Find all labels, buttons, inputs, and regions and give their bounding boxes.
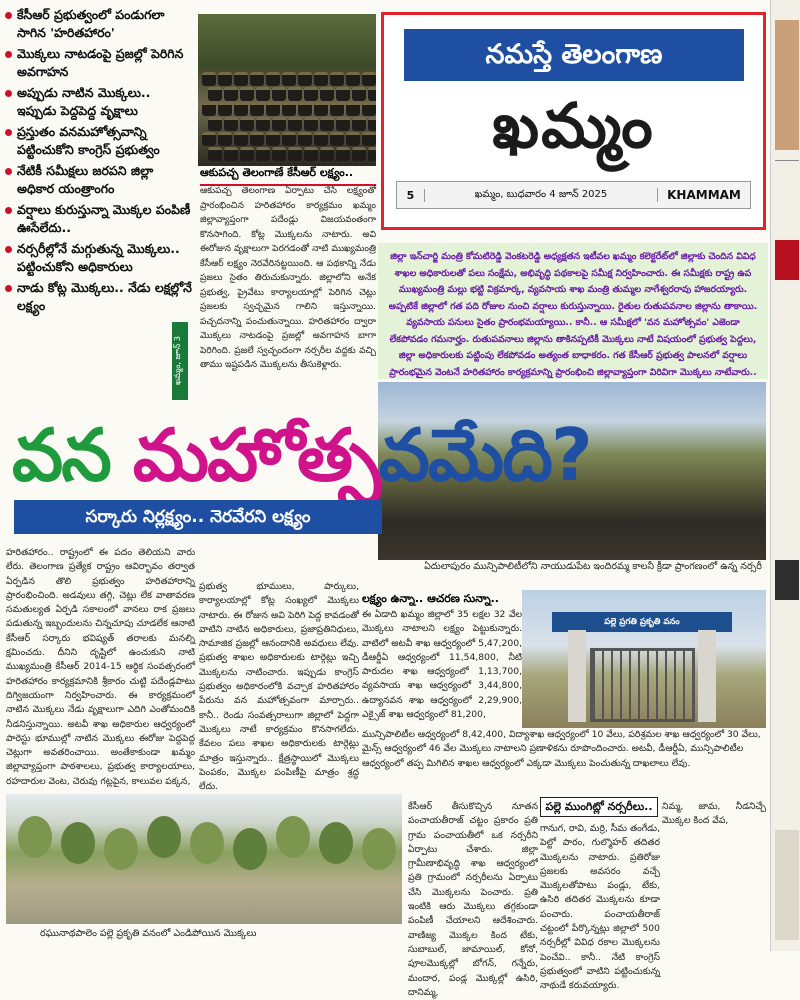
nursery-bag — [304, 147, 318, 161]
nursery-bag — [362, 72, 376, 86]
body-column-4: గానుగ, రావి, మర్రి, సీమ తంగేడు, పెల్టో పారం, గుల్మొహర్ తదితర మొక్కలను నాటారు. ప్రతిరోజు ప్రజలకు అవసరం వచ్చే మొక్కలతోపాటు పండ్లు, టేకు, ఉసిరి తదితర మొక్కలను కూడా పంచారు. పంచాయతీరాజ్ చట్టంలో పేర్కొన్నట్లు జిల్లాలో 500 నర్సరీల్లో వివిధ రకాల మొక్కలను పెంచేవి.. కానీ.. నేటి కాంగ్రెస్ ప్రభుత్వంలో వాటిని పట్టించుకున్న నాథుడే కరువయ్యారు. — [540, 823, 660, 992]
nursery-bag — [352, 117, 366, 131]
nursery-bag — [304, 117, 318, 131]
nursery-bag — [234, 132, 248, 146]
nursery-bag — [368, 117, 376, 131]
nursery-bag — [272, 117, 286, 131]
headline-part-3: వమేది? — [378, 413, 591, 497]
gate-door — [590, 648, 695, 722]
dateline-tag: ఖమ్మం, జూన్ 3 — [172, 322, 188, 400]
nursery-bag — [298, 72, 312, 86]
nursery-bag — [240, 147, 254, 161]
nursery-bag — [218, 132, 232, 146]
tree — [233, 828, 267, 870]
nursery-bag — [336, 87, 350, 101]
nursery-bag — [362, 132, 376, 146]
nursery-bag — [234, 102, 248, 116]
nursery-bag — [282, 72, 296, 86]
page-number: 5 — [397, 189, 425, 202]
nursery-bag — [282, 102, 296, 116]
body-column-2: ప్రభుత్వ భూములు, పార్కులు, కార్యాలయాల్లో కోట్ల సంఖ్యలో మొక్కలు నాటారు. ఈ రోజున అవి పెరిగి పెద్ద కావడంతో వాటిని నాటిన అధికారులు, ప్రజాప్రతినిధులు, సామాజిక ప్రజల్లో ఆనందానికి అవధులు లేవు. ప్రభుత్వ శాఖల అధికారులకు టార్గెట్లు ఇచ్చి మొక్కలను నాటించారు. ఇప్పుడు కాంగ్రెస్ ప్రభుత్వం అధికారంలోకి వచ్చాక హరితహారం పేరును వన మహోత్సవంగా మార్చారు.. కానీ.. రెండు సంవత్సరాలుగా జిల్లాలో పెద్దగా మొక్కలు నాటే కార్యక్రమం కొనసాగలేదు. కేవలం పలు శాఖల అధికారులకు టార్గెట్లు మాత్రం ఇస్తున్నారు.. క్షేత్రస్థాయిలో మొక్కలు పెంపకం, మొక్కల పంపిణీపై మాత్రం శ్రద్ధ లేదు. — [199, 581, 359, 793]
dried-plants-photo — [6, 794, 402, 924]
main-photo-caption: ఏదులాపురం మున్సిపాలిటీలోని నాయుడుపేట ఇందిరమ్మ కాలనీ క్రీడా ప్రాంగణంలో ఉన్న నర్సరీ — [424, 561, 762, 572]
nursery-bag — [272, 87, 286, 101]
nursery-bag — [304, 87, 318, 101]
nursery-bag — [218, 72, 232, 86]
nursery-bag — [234, 72, 248, 86]
nursery-bag — [202, 102, 216, 116]
nursery-bag — [224, 147, 238, 161]
adjacent-heading-block — [775, 240, 799, 280]
body-column-3: కేసీఆర్ తీసుకొచ్చిన నూతన పంచాయతీరాజ్ చట్టం ప్రకారం ప్రతి గ్రామ పంచాయతీలో ఒక నర్సరీని ఏర్పాటు చేశారు. జిల్లా గ్రామీణాభివృద్ధి శాఖ ఆధ్వర్యంలో ప్రతి గ్రామంలో నర్సరీలను ఏర్పాటు చేసి మొక్కలను పెంచారు. ప్రతి ఇంటికి ఆరు మొక్కలు తగ్గకుండా పంపిణీ చేయాలని ఆదేశించారు. వాణిజ్య మొక్కల కింద టేకు, సుబాబుల్, జామాయిల్, కోనో, పూలమొక్కల్లో బోగన్, గన్నేరు, మందార, పండ్ల మొక్కల్లో ఉసిరి, దానిమ్మ, — [408, 801, 538, 998]
target-box-heading: లక్ష్యం ఉన్నా.. ఆచరణ సున్నా.. — [362, 592, 499, 605]
gate-sign-board: పల్లె ప్రగతి ప్రకృతి వనం — [552, 612, 732, 632]
gate-pillar-left — [568, 630, 586, 722]
body-column-1: హరితహారం.. రాష్ట్రంలో ఈ పదం తెలియని వారు లేరు. తెలంగాణ ప్రత్యేక రాష్ట్రం ఆవిర్భావం తర్వాత ఏర్పడిన తొలి ప్రభుత్వం హరితహారాన్ని ప్రారంభించింది. అడవులు తగ్గి, చెట్లు లేక వాతావరణ సమతుల్యత ఏర్పడి సకాలంలో వానలు రాక ప్రజలు పడుతున్న ఇబ్బందులను చిన్నచూపు చూడలేక ఆనాటి కేసీఆర్ సర్కారు భవిష్యత్ తరాలకు మనల్ని క్షమించదు. దీనిని దృష్టిలో ఉంచుకుని నాటి ముఖ్యమంత్రి కేసీఆర్ 2014-15 ఆర్థిక సంవత్సరంలో హరితహారం కార్యక్రమానికి శ్రీకారం చుట్టి పదేండ్లపాటు దిగ్విజయంగా నిర్వహించారు. ఈ కార్యక్రమంలో నాటిన మొక్కలు నేడు వృక్షాలుగా ఎదిగి ఎంతోమందికి నీడనిస్తున్నాయి. అటవీ శాఖ అధికారుల ఆధ్వర్యంలో పారెస్టు భూముల్లో నాటిన మొక్కలు ఈరోజు పెద్దపెద్ద చెట్లుగా అవతరించాయి. అంతేకాకుండా ఖమ్మం జిల్లావ్యాప్తంగా పాఠశాలలు, ప్రభుత్వ కార్యాలయాలు, రహదారుల వెంట, చెరువు గట్లపైన, కాలువల పక్కన, — [6, 547, 195, 787]
tree — [319, 822, 353, 864]
nursery-bag — [314, 132, 328, 146]
nursery-bag — [224, 87, 238, 101]
tree — [190, 822, 224, 864]
highlights-list — [4, 6, 194, 318]
tree — [147, 816, 181, 858]
nursery-bag — [314, 102, 328, 116]
body-column-5: నిమ్మ, జామ, నీడనిచ్చే మొక్కల కింద వేప, — [662, 801, 766, 827]
nursery-bag — [298, 132, 312, 146]
highlight-item: వర్షాలు కురుస్తున్నా మొక్కల పంపిణీ ఊసేలేదు.. — [4, 201, 194, 237]
nursery-bag — [250, 102, 264, 116]
adjacent-photo — [775, 20, 799, 150]
nursery-bag — [330, 102, 344, 116]
nursery-bag — [346, 72, 360, 86]
nursery-bag — [288, 147, 302, 161]
bottom-photo-caption: రఘునాథపాలెం పల్లె ప్రకృతి వనంలో ఎండిపోయిన మొక్కలు — [40, 928, 257, 939]
gate-pillar-right — [698, 630, 716, 722]
highlight-item: నర్సరీల్లోనే మగ్గుతున్న మొక్కలు.. పట్టించుకోని అధికారులు — [4, 240, 194, 276]
folio-bar — [396, 181, 751, 209]
story-a-heading: ఆకుపచ్చ తెలంగాణే కేసీఆర్ లక్ష్యం.. — [200, 166, 376, 186]
highlight-item: నేటికీ సమీక్షలు జరపని జిల్లా అధికార యంత్రాంగం — [4, 162, 194, 198]
tree — [276, 816, 310, 858]
nursery-bag — [378, 394, 391, 406]
nursery-bag — [266, 72, 280, 86]
lead-blurb: జిల్లా ఇన్‌చార్జి మంత్రి కోమటిరెడ్డి వెంకటరెడ్డి అధ్యక్షతన ఇటీవల ఖమ్మం కలెక్టరేట్‌లో జిల్లాకు చెందిన వివిధ శాఖల అధికారులతో పలు సంక్షేమ, అభివృద్ధి పథకాలపై సమీక్ష నిర్వహించారు. ఈ సమీక్షకు రాష్ట్ర ఉప ముఖ్యమంత్రి మల్లు భట్టి విక్రమార్క, వ్యవసాయ శాఖ మంత్రి తుమ్మల నాగేశ్వరరావు హాజరయ్యారు. అప్పటికే జిల్లాలో గత పది రోజుల నుంచి వర్షాలు కురుస్తున్నాయి. రైతుల రుతుపవనాల జిల్లాను తాకాయి. వ్యవసాయ పనులు సైతం ప్రారంభమయ్యాయి.. కానీ.. ఆ సమీక్షలో 'వన మహోత్సవం' ఎజెండా లేకపోవడం గమనార్హం. రుతుపవనాలు జిల్లాను తాకినప్పటికీ మొక్కలు నాటే విషయంలో ప్రభుత్వ పెద్దలు, జిల్లా అధికారులకు పట్టింపు లేకపోవడం అత్యంత బాధాకరం. గత కేసీఆర్ ప్రభుత్వ పాలనలో వర్షాలు ప్రారంభమైన వెంటనే హరితహారం కార్యక్రమాన్ని ప్రారంభించి జిల్లావ్యాప్తంగా విరివిగా మొక్కలు నాటేవారు.. — [378, 243, 768, 379]
highlight-item: కేసీఆర్ ప్రభుత్వంలో పండుగలా సాగిన 'హరితహారం' — [4, 6, 194, 42]
adjacent-rule — [775, 160, 799, 161]
nursery-bag — [320, 117, 334, 131]
date-line: ఖమ్మం, బుధవారం 4 జూన్ 2025 — [425, 188, 658, 202]
masthead — [381, 12, 766, 230]
highlight-item: మొక్కలు నాటడంపై ప్రజల్లో పెరిగిన అవగాహన — [4, 45, 194, 81]
tree — [104, 828, 138, 870]
nursery-bag — [298, 102, 312, 116]
nursery-bag — [240, 87, 254, 101]
nursery-bag — [352, 87, 366, 101]
nursery-bag — [378, 538, 391, 550]
subheadline: సర్కారు నిర్లక్ష్యం.. నెరవేరని లక్ష్యం — [14, 500, 382, 534]
nursery-photo-top — [198, 14, 376, 166]
nursery-bag — [288, 117, 302, 131]
nursery-bag — [336, 117, 350, 131]
nursery-bag — [208, 117, 222, 131]
nursery-bag — [256, 147, 270, 161]
nursery-bag — [320, 87, 334, 101]
nursery-bag — [320, 147, 334, 161]
edition-english: KHAMMAM — [667, 188, 741, 202]
nursery-bag — [266, 132, 280, 146]
adjacent-heading-block — [775, 560, 799, 600]
nursery-bag — [202, 72, 216, 86]
nursery-bag — [282, 132, 296, 146]
nursery-bag — [224, 117, 238, 131]
nursery-bag — [266, 102, 280, 116]
headline-part-1: వన — [12, 413, 133, 497]
highlight-item: నాడు కోట్ల మొక్కలు.. నేడు లక్షల్లోనే లక్ష్యం — [4, 279, 194, 315]
nursery-bag — [346, 102, 360, 116]
tree — [362, 828, 396, 870]
nursery-bag — [250, 72, 264, 86]
nursery-bag — [314, 72, 328, 86]
nursery-bag — [272, 147, 286, 161]
nursery-subheading: పల్లె ముంగిట్లో నర్సరీలు.. — [540, 797, 658, 817]
story-a-body: ఆకుపచ్చ తెలంగాణ ఏర్పాటు చేసే లక్ష్యంతో ప్రారంభించిన హరితహారం కార్యక్రమం ఖమ్మం జిల్లావ్యాప్తంగా పదేండ్లు విజయవంతంగా కొనసాగింది. కోట్ల మొక్కలను నాటారు. అవి ఈరోజున వృక్షాలుగా పెరగడంతో నాటి ముఖ్యమంత్రి కేసీఆర్ లక్ష్యం నెరవేరినట్టయింది. ఆ పథకాన్ని నేడు ప్రజలు సైతం తిరుచుకున్నారు. జిల్లాలోని అనేక ప్రభుత్వ, ప్రైవేటు కార్యాలయాల్లో పెరిగిన చెట్లు ప్రజలకు స్వచ్ఛమైన గాలిని ఇస్తున్నాయి. పచ్చదనాన్ని పంచుతున్నాయి. హరితహారం ద్వారా మొక్కలు నాటడంపై ప్రజల్లో అవగాహన బాగా పెరిగింది. ప్రజలే స్వచ్ఛందంగా నర్సరీల వద్దకు వచ్చి తాము ఇష్టపడిన మొక్కలను తీసుకెళ్లారు. — [200, 186, 376, 370]
adjacent-text-block — [775, 830, 799, 940]
tree — [61, 822, 95, 864]
nursery-bag — [208, 87, 222, 101]
nursery-bag — [346, 132, 360, 146]
nursery-bag — [208, 147, 222, 161]
nursery-bag — [368, 87, 376, 101]
headline-part-2: మహోత్స — [132, 413, 379, 497]
nursery-bag — [288, 87, 302, 101]
nursery-bag — [202, 132, 216, 146]
adjacent-page-edge — [770, 0, 800, 951]
paper-name: నమస్తే తెలంగాణ — [404, 29, 744, 81]
nursery-bag — [378, 382, 391, 394]
highlight-item: అప్పుడు నాటిన మొక్కలు.. ఇప్పుడు పెద్దపెద్ద వృక్షాలు — [4, 84, 194, 120]
nursery-bag — [240, 117, 254, 131]
nursery-bag — [378, 550, 391, 560]
target-box-continuation: మున్సిపాలిటీల ఆధ్వర్యంలో 8,42,400, విద్యాశాఖ ఆధ్వర్యంలో 10 వేలు, పరిశ్రమల శాఖ ఆధ్వర్యంలో 30 వేలు, మైన్స్ ఆధ్వర్యంలో 46 వేల మొక్కలు నాటాలని ప్రణాళికను రూపొందించారు. అటవీ, డీఆర్డీఏ, మున్సిపాలిటీల ఆధ్వర్యంలో తప్ప మిగిలిన శాఖల ఆధ్వర్యంలో ఎక్కడా మొక్కలు పెంచుతున్న దాఖలాలు లేవు. — [362, 729, 761, 769]
nursery-bag — [330, 132, 344, 146]
nursery-bag — [330, 72, 344, 86]
tree — [18, 816, 52, 858]
target-box-body: ఈ ఏడాది ఖమ్మం జిల్లాలో 35 లక్షల 32 వేల మొక్కలు నాటాలని లక్ష్యం పెట్టుకున్నారు. వాటిలో అటవీ శాఖ ఆధ్వర్యంలో 5,47,200, డీఆర్డీఏ ఆధ్వర్యంలో 11,54,800, నీటి పారుదల శాఖ ఆధ్వర్యంలో 1,13,700, వ్యవసాయ శాఖ ఆధ్వర్యంలో 3,44,800, ఉద్యానవన శాఖ ఆధ్వర్యంలో 2,29,900, ఎక్సైజ్ శాఖ ఆధ్వర్యంలో 81,200, — [362, 609, 522, 721]
highlight-item: ప్రస్తుతం వనమహోత్సవాన్ని పట్టించుకోని కాంగ్రెస్ ప్రభుత్వం — [4, 123, 194, 159]
headline — [12, 415, 722, 495]
nursery-bag — [256, 87, 270, 101]
nursery-bag — [362, 102, 376, 116]
nursery-bag — [218, 102, 232, 116]
edition-city: ఖమ్మం — [492, 89, 655, 162]
nursery-bag — [368, 147, 376, 161]
nursery-bag — [352, 147, 366, 161]
nursery-bag — [336, 147, 350, 161]
nursery-bag — [250, 132, 264, 146]
nursery-bag — [256, 117, 270, 131]
park-gate-photo — [522, 590, 766, 728]
